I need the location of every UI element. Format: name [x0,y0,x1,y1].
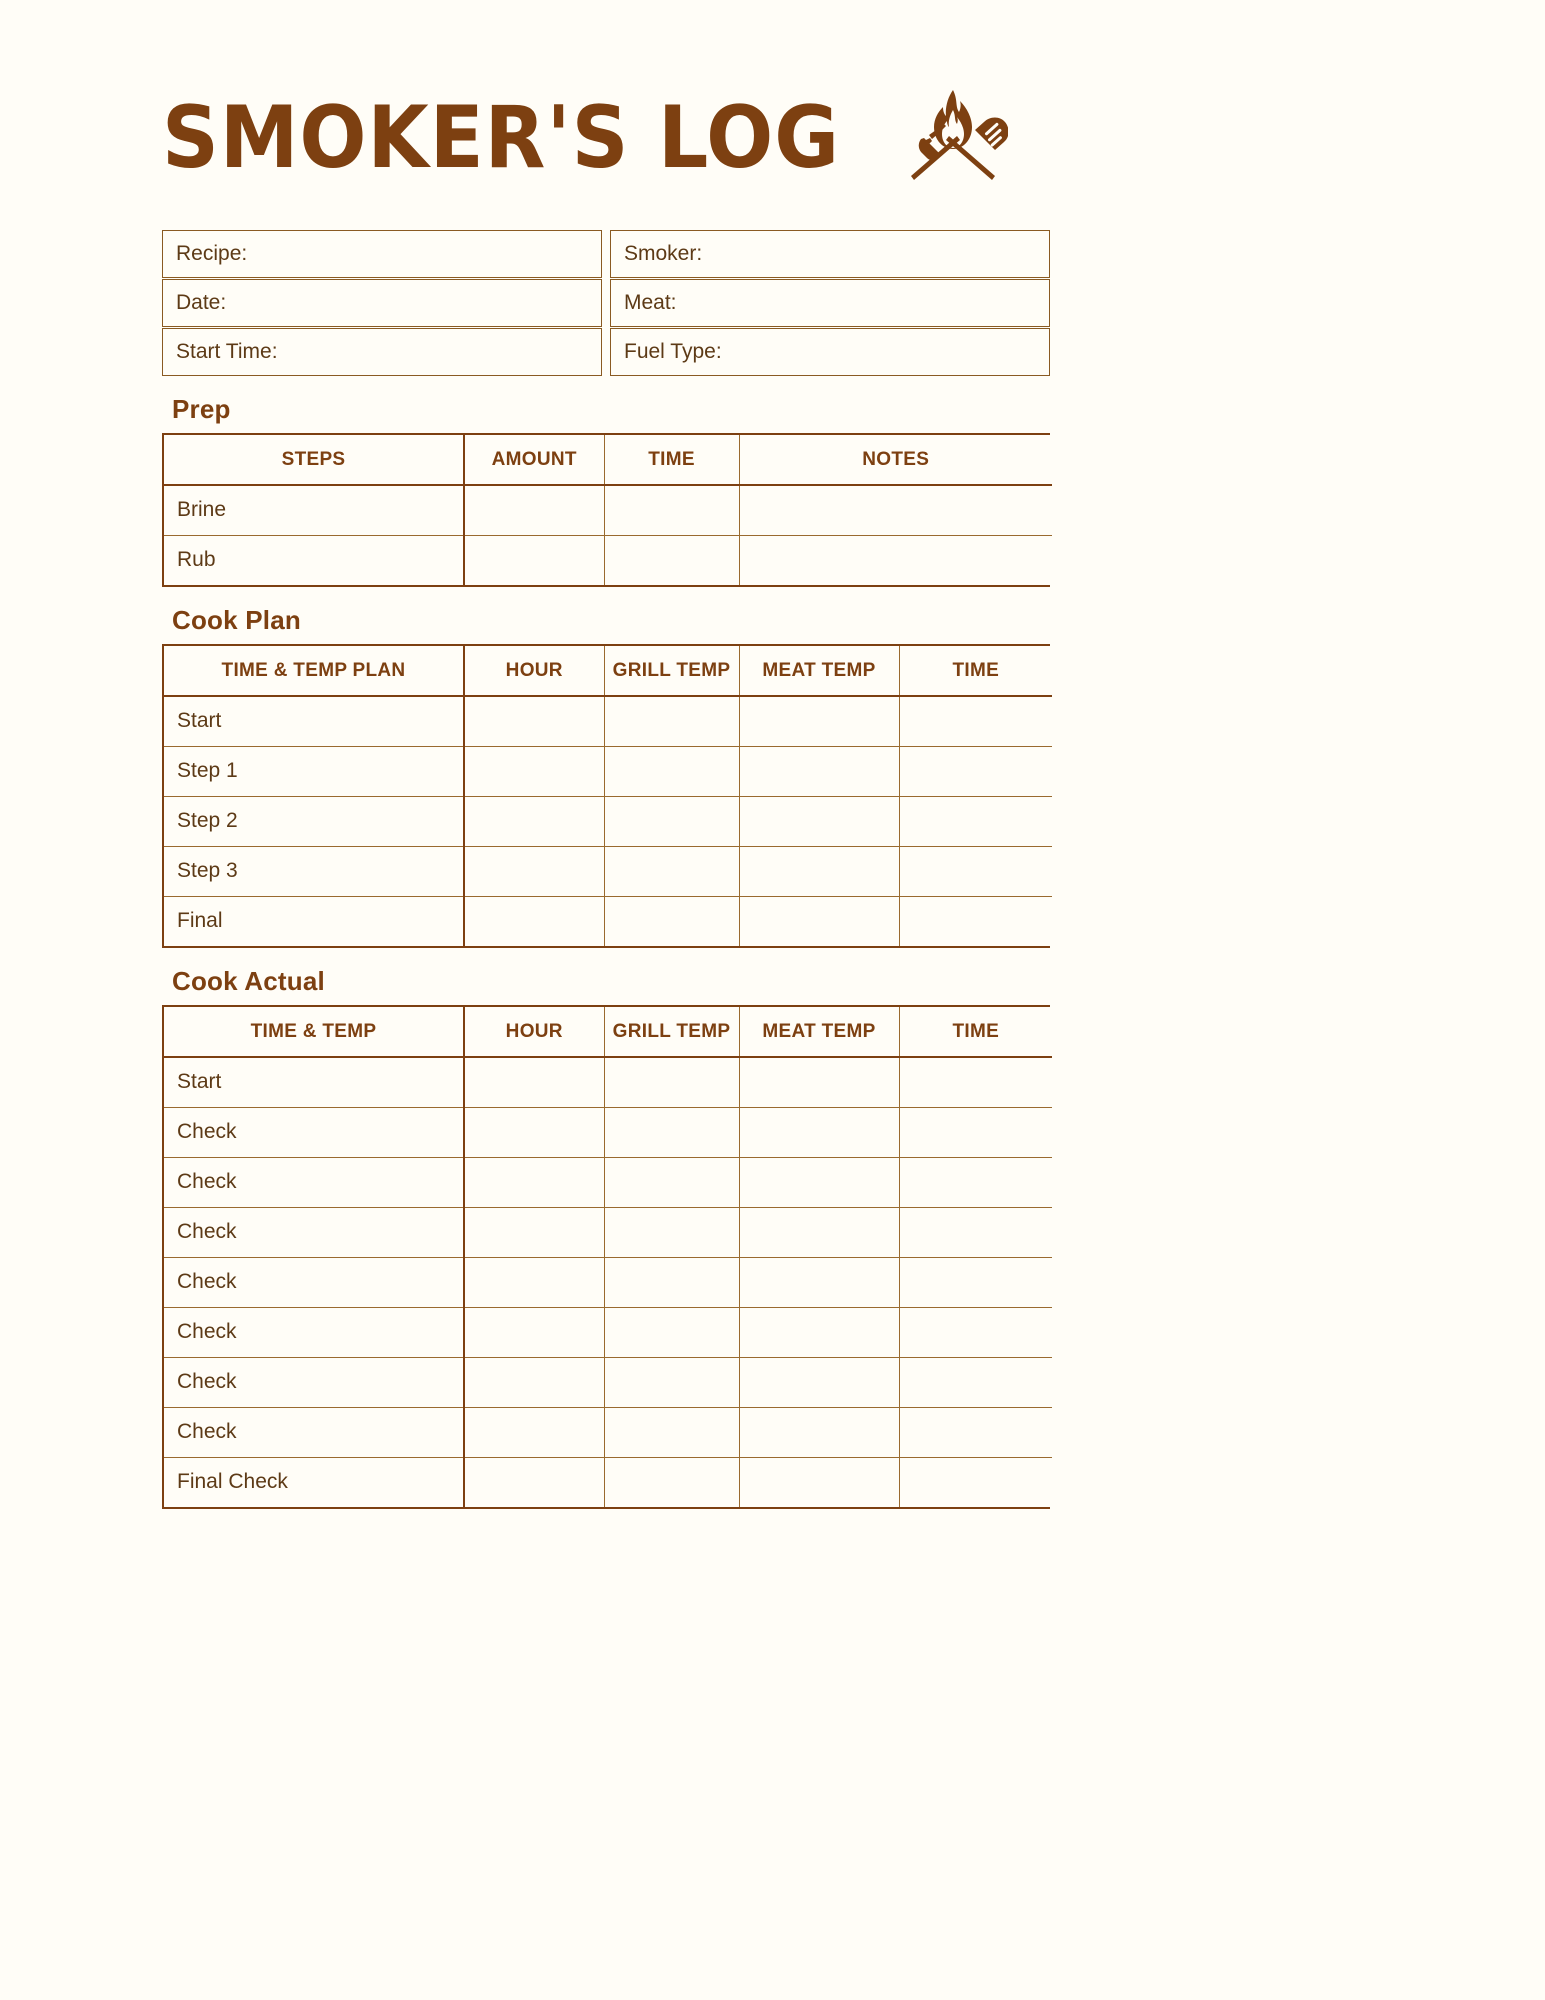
prep-col-time: TIME [604,435,739,485]
table-row [164,1407,1052,1457]
cook-actual-cell-grill-temp[interactable] [604,1357,739,1407]
cook-plan-table-wrap [162,644,1050,948]
field-fuel-type[interactable] [610,328,1050,376]
cook-actual-row-label: Check [164,1107,464,1157]
cook-actual-cell-meat-temp[interactable] [739,1407,899,1457]
field-meat-label: Meat: [624,291,677,314]
table-row [164,1307,1052,1357]
cook-plan-row-label: Step 2 [164,796,464,846]
section-heading-prep: Prep [172,394,231,424]
cook-plan-cell-hour[interactable] [464,696,604,746]
field-gutter [602,230,610,278]
cook-plan-cell-meat-temp[interactable] [739,696,899,746]
cook-actual-cell-time[interactable] [899,1407,1052,1457]
cook-plan-col-hour: HOUR [464,646,604,696]
cook-plan-row-label: Step 1 [164,746,464,796]
table-header-row [164,1007,1052,1057]
prep-cell-amount[interactable] [464,485,604,535]
cook-plan-cell-time[interactable] [899,746,1052,796]
cook-actual-cell-grill-temp[interactable] [604,1207,739,1257]
cook-actual-row-label: Check [164,1257,464,1307]
prep-cell-time[interactable] [604,535,739,585]
page-header [162,78,1050,198]
cook-plan-cell-hour[interactable] [464,746,604,796]
table-row [164,846,1052,896]
prep-col-notes: NOTES [739,435,1052,485]
cook-actual-cell-hour[interactable] [464,1057,604,1107]
cook-plan-cell-meat-temp[interactable] [739,896,899,946]
cook-actual-cell-time[interactable] [899,1257,1052,1307]
cook-plan-cell-grill-temp[interactable] [604,746,739,796]
field-date-label: Date: [176,291,227,314]
cook-actual-row-label: Check [164,1207,464,1257]
cook-plan-cell-time[interactable] [899,846,1052,896]
table-row [164,535,1052,585]
cook-plan-col-meat-temp: MEAT TEMP [739,646,899,696]
table-row [164,696,1052,746]
cook-actual-cell-grill-temp[interactable] [604,1407,739,1457]
cook-actual-cell-meat-temp[interactable] [739,1307,899,1357]
cook-actual-cell-time[interactable] [899,1207,1052,1257]
cook-plan-cell-grill-temp[interactable] [604,896,739,946]
cook-actual-cell-hour[interactable] [464,1157,604,1207]
cook-actual-cell-hour[interactable] [464,1207,604,1257]
prep-cell-notes[interactable] [739,535,1052,585]
prep-row-label: Rub [164,535,464,585]
cook-plan-cell-time[interactable] [899,896,1052,946]
table-row [164,1357,1052,1407]
cook-actual-row-label: Check [164,1157,464,1207]
prep-table-wrap [162,433,1050,587]
cook-actual-col-grill-temp: GRILL TEMP [604,1007,739,1057]
table-row [164,796,1052,846]
prep-col-steps: STEPS [164,435,464,485]
cook-actual-cell-grill-temp[interactable] [604,1107,739,1157]
cook-actual-table-wrap [162,1005,1050,1509]
log-info-fields [162,230,1050,376]
table-row [164,896,1052,946]
cook-plan-col-time-temp-plan: TIME & TEMP PLAN [164,646,464,696]
cook-actual-cell-hour[interactable] [464,1457,604,1507]
cook-actual-cell-grill-temp[interactable] [604,1157,739,1207]
cook-plan-row-label: Start [164,696,464,746]
prep-table [164,435,1052,585]
cook-actual-cell-hour[interactable] [464,1257,604,1307]
cook-actual-cell-meat-temp[interactable] [739,1157,899,1207]
cook-plan-row-label: Step 3 [164,846,464,896]
section-heading-cook-actual: Cook Actual [172,966,325,996]
prep-row-label: Brine [164,485,464,535]
field-start-time[interactable] [162,328,602,376]
cook-plan-cell-grill-temp[interactable] [604,696,739,746]
cook-actual-cell-meat-temp[interactable] [739,1057,899,1107]
cook-actual-cell-meat-temp[interactable] [739,1207,899,1257]
table-header-row [164,646,1052,696]
cook-actual-col-time-temp: TIME & TEMP [164,1007,464,1057]
section-heading-cook-plan: Cook Plan [172,605,301,635]
cook-actual-col-time: TIME [899,1007,1052,1057]
table-row [164,746,1052,796]
cook-plan-cell-hour[interactable] [464,896,604,946]
cook-plan-cell-meat-temp[interactable] [739,746,899,796]
cook-actual-col-meat-temp: MEAT TEMP [739,1007,899,1057]
cook-actual-cell-grill-temp[interactable] [604,1057,739,1107]
cook-actual-cell-meat-temp[interactable] [739,1357,899,1407]
table-header-row [164,435,1052,485]
cook-plan-cell-grill-temp[interactable] [604,796,739,846]
cook-plan-cell-meat-temp[interactable] [739,796,899,846]
cook-actual-row-label: Check [164,1407,464,1457]
cook-actual-cell-time[interactable] [899,1057,1052,1107]
cook-actual-col-hour: HOUR [464,1007,604,1057]
cook-actual-cell-hour[interactable] [464,1107,604,1157]
field-recipe[interactable] [162,230,602,278]
table-row [164,1257,1052,1307]
cook-actual-cell-time[interactable] [899,1357,1052,1407]
cook-plan-cell-time[interactable] [899,796,1052,846]
cook-actual-table [164,1007,1052,1507]
table-row [164,1457,1052,1507]
cook-actual-row-label: Check [164,1357,464,1407]
cook-actual-cell-hour[interactable] [464,1307,604,1357]
field-smoker[interactable] [610,230,1050,278]
field-start-time-label: Start Time: [176,340,278,363]
cook-plan-cell-meat-temp[interactable] [739,846,899,896]
table-row [164,1157,1052,1207]
prep-cell-amount[interactable] [464,535,604,585]
cook-actual-cell-meat-temp[interactable] [739,1457,899,1507]
prep-col-amount: AMOUNT [464,435,604,485]
table-row [164,1207,1052,1257]
field-recipe-label: Recipe: [176,242,248,265]
cook-plan-cell-hour[interactable] [464,846,604,896]
field-date[interactable] [162,279,602,327]
cook-actual-cell-grill-temp[interactable] [604,1257,739,1307]
cook-actual-cell-time[interactable] [899,1157,1052,1207]
cook-actual-cell-time[interactable] [899,1107,1052,1157]
cook-plan-col-grill-temp: GRILL TEMP [604,646,739,696]
field-fuel-type-label: Fuel Type: [624,340,722,363]
cook-plan-table [164,646,1052,946]
cook-plan-cell-hour[interactable] [464,796,604,846]
table-row [164,1107,1052,1157]
bbq-fork-spatula-flame-icon [898,84,1008,184]
cook-actual-cell-meat-temp[interactable] [739,1257,899,1307]
cook-plan-cell-time[interactable] [899,696,1052,746]
prep-cell-notes[interactable] [739,485,1052,535]
cook-actual-cell-meat-temp[interactable] [739,1107,899,1157]
cook-plan-cell-grill-temp[interactable] [604,846,739,896]
page-title: SMOKER'S LOG [162,88,841,188]
cook-plan-row-label: Final [164,896,464,946]
field-meat[interactable] [610,279,1050,327]
cook-actual-row-label: Start [164,1057,464,1107]
cook-actual-cell-time[interactable] [899,1307,1052,1357]
prep-cell-time[interactable] [604,485,739,535]
cook-actual-cell-grill-temp[interactable] [604,1307,739,1357]
field-gutter [602,328,610,376]
table-row [164,1057,1052,1107]
cook-plan-col-time: TIME [899,646,1052,696]
cook-actual-cell-grill-temp[interactable] [604,1457,739,1507]
table-row [164,485,1052,535]
cook-actual-cell-hour[interactable] [464,1357,604,1407]
field-gutter [602,279,610,327]
cook-actual-row-label: Check [164,1307,464,1357]
field-smoker-label: Smoker: [624,242,703,265]
cook-actual-cell-time[interactable] [899,1457,1052,1507]
cook-actual-row-label: Final Check [164,1457,464,1507]
cook-actual-cell-hour[interactable] [464,1407,604,1457]
